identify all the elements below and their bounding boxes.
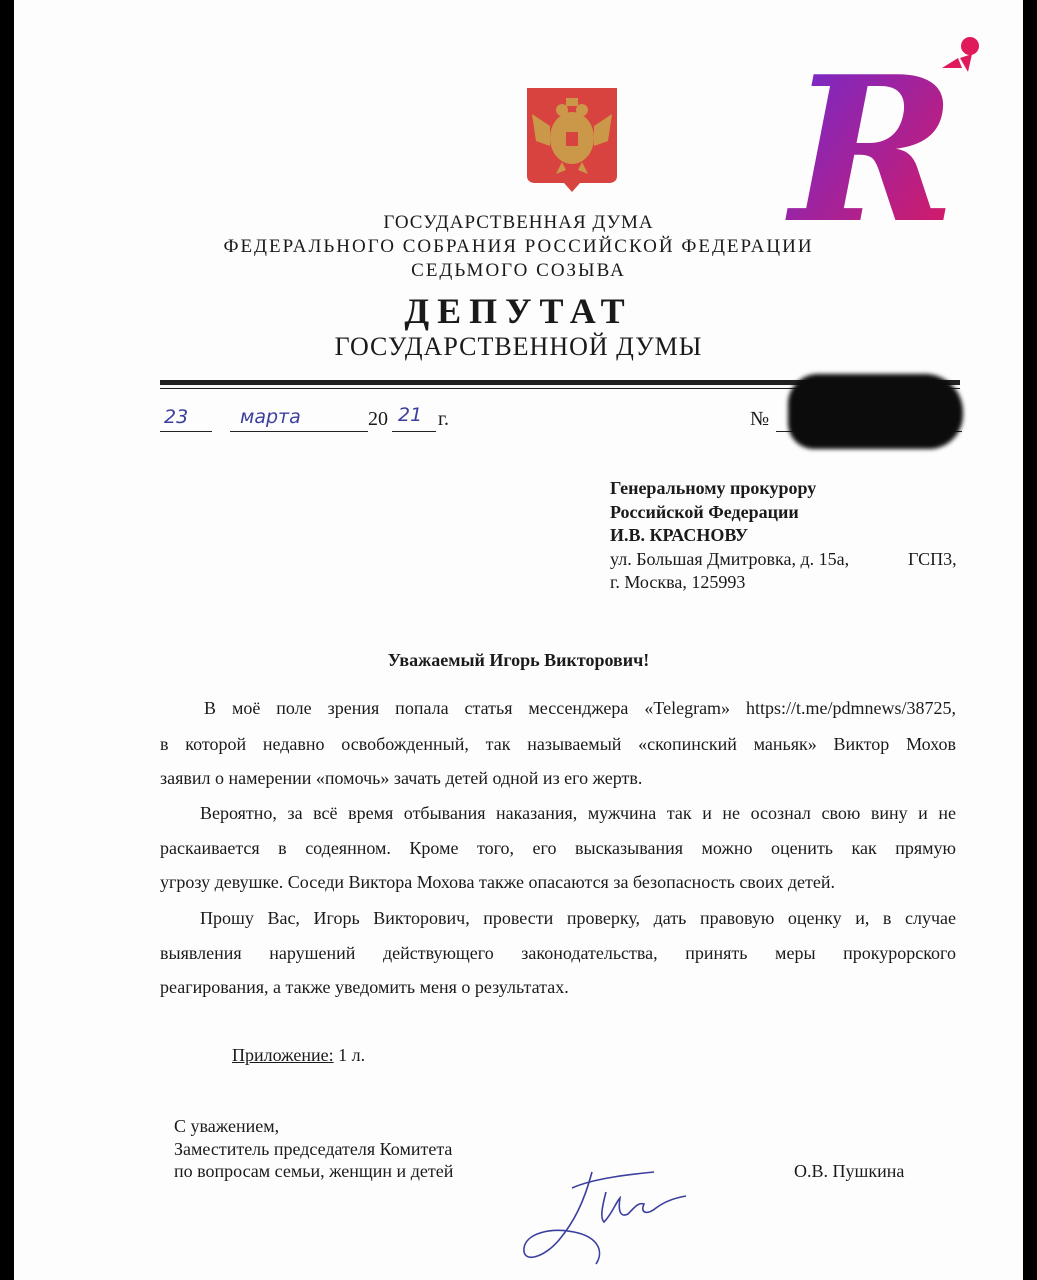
date-year-unit: г. <box>438 408 449 430</box>
paragraph-1-line-2: в которой недавно освобожденный, так называемый «скопинский маньяк» Виктор Мохов <box>160 734 956 754</box>
attachment-value: 1 л. <box>333 1045 366 1065</box>
addressee-street: ул. Большая Дмитровка, д. 15а, <box>610 549 850 569</box>
date-day-line <box>160 431 212 432</box>
paragraph-3-line-1: Прошу Вас, Игорь Викторович, провести проверку, дать правовую оценку и, в случае <box>200 908 956 928</box>
org-line-1: ГОСУДАРСТВЕННАЯ ДУМА <box>383 212 654 233</box>
attachment-label: Приложение: <box>232 1045 334 1065</box>
addressee-line-1: Генеральному прокурору <box>610 478 817 498</box>
date-month: марта <box>240 406 301 428</box>
org-line-3: СЕДЬМОГО СОЗЫВА <box>411 260 626 281</box>
attachment <box>232 1045 365 1066</box>
paragraph-2-line-2: раскаивается в содеянном. Кроме того, его высказывания можно оценить как прямую <box>160 838 956 858</box>
addressee-code: ГСП3, <box>908 549 957 569</box>
deputy-title: ДЕПУТАТ <box>404 291 633 331</box>
paragraph-3-line-2: выявления нарушений действующего законодательства, принять меры прокурорского <box>160 943 956 963</box>
brand-logo-icon <box>782 28 997 238</box>
coat-of-arms-icon <box>522 86 622 196</box>
date-year-line <box>392 431 436 432</box>
closing-position-1: Заместитель председателя Комитета <box>174 1139 453 1159</box>
greeting: Уважаемый Игорь Викторович! <box>387 650 650 670</box>
paragraph-1-line-3: заявил о намерении «помочь» зачать детей одной из его жертв. <box>160 768 643 788</box>
duma-subtitle: ГОСУДАРСТВЕННОЙ ДУМЫ <box>334 332 703 361</box>
number-label: № <box>750 408 770 430</box>
handwritten-signature <box>504 1152 704 1277</box>
closing-position-2: по вопросам семьи, женщин и детей <box>174 1161 454 1181</box>
paragraph-2-line-3: угрозу девушке. Соседи Виктора Мохова также опасаются за безопасность своих детей. <box>160 872 835 892</box>
paragraph-3-line-3: реагирования, а также уведомить меня о результатах. <box>160 977 569 997</box>
addressee-line-2: Российской Федерации <box>610 502 799 522</box>
date-month-line <box>230 431 368 432</box>
signatory-name: О.В. Пушкина <box>794 1161 905 1181</box>
redaction-mark <box>788 374 963 449</box>
addressee-line-3: И.В. КРАСНОВУ <box>610 525 749 545</box>
svg-text:R: R <box>790 33 957 238</box>
addressee-city: г. Москва, 125993 <box>610 572 746 592</box>
date-year-suffix: 21 <box>398 404 423 426</box>
paragraph-1-line-1: В моё поле зрения попала статья мессенджера «Telegram» https://t.me/pdmnews/38725, <box>204 698 956 718</box>
date-year-prefix: 20 <box>368 408 388 430</box>
closing-regards: С уважением, <box>174 1116 280 1136</box>
org-line-2: ФЕДЕРАЛЬНОГО СОБРАНИЯ РОССИЙСКОЙ ФЕДЕРАЦИИ <box>223 236 814 257</box>
date-day: 23 <box>164 406 189 428</box>
paragraph-2-line-1: Вероятно, за всё время отбывания наказания, мужчина так и не осознал свою вину и не <box>200 803 956 823</box>
